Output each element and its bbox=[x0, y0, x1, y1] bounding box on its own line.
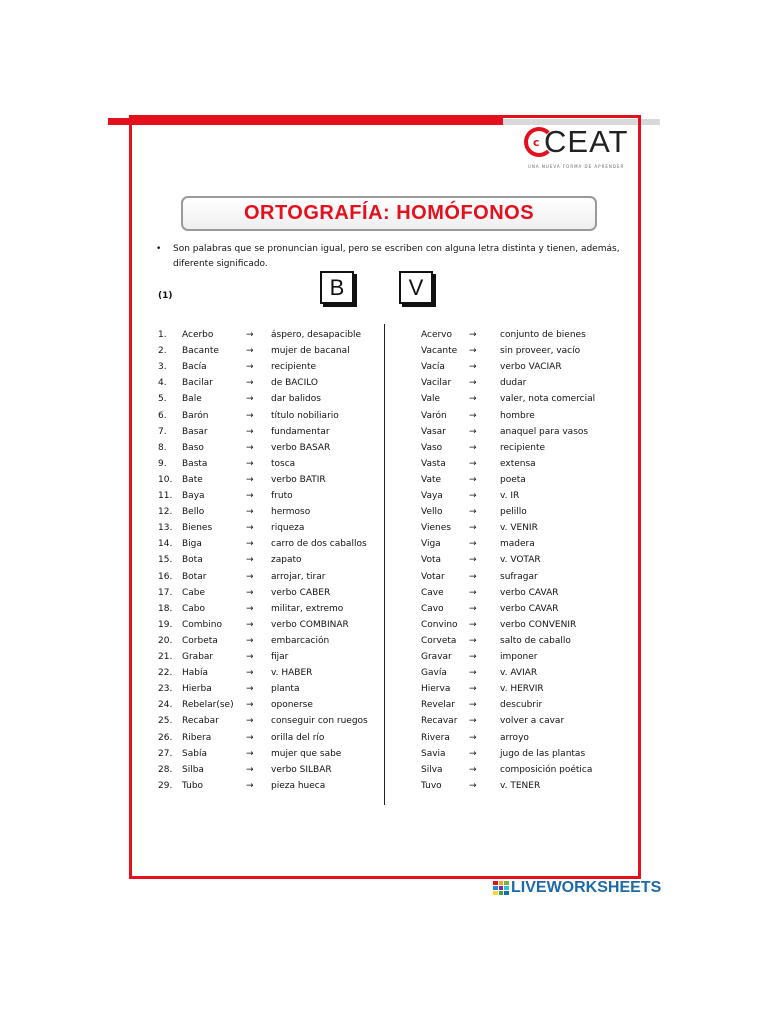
v-word: Vacía bbox=[421, 362, 445, 373]
v-meaning: conjunto de bienes bbox=[500, 330, 586, 340]
table-row bbox=[0, 343, 768, 359]
table-row bbox=[0, 408, 768, 424]
row-number: 11. bbox=[158, 491, 173, 501]
v-meaning: poeta bbox=[500, 474, 526, 485]
b-meaning: fundamentar bbox=[271, 426, 330, 437]
row-number: 25. bbox=[158, 716, 173, 727]
v-word: Vasar bbox=[421, 426, 446, 437]
arrow-icon: → bbox=[246, 426, 254, 437]
arrow-icon: → bbox=[469, 700, 477, 711]
table-row bbox=[0, 391, 768, 407]
v-word: Vaso bbox=[421, 442, 443, 453]
arrow-icon: → bbox=[469, 684, 477, 695]
v-meaning: extensa bbox=[500, 458, 536, 469]
v-word: Acervo bbox=[421, 330, 453, 340]
arrow-icon: → bbox=[469, 668, 477, 679]
letter-b: B bbox=[329, 274, 345, 300]
row-number: 24. bbox=[158, 700, 173, 711]
v-meaning: sufragar bbox=[500, 571, 538, 582]
row-number: 12. bbox=[158, 507, 173, 518]
b-word: Había bbox=[182, 668, 209, 679]
arrow-icon: → bbox=[469, 748, 477, 759]
intro-paragraph bbox=[156, 242, 621, 272]
row-number: 22. bbox=[158, 668, 173, 679]
arrow-icon: → bbox=[469, 458, 477, 469]
arrow-icon: → bbox=[246, 716, 254, 727]
b-meaning: riqueza bbox=[271, 523, 305, 534]
grid-logo-cell bbox=[504, 886, 509, 890]
b-word: Rebelar(se) bbox=[182, 700, 234, 711]
b-word: Hierba bbox=[182, 684, 212, 695]
row-number: 21. bbox=[158, 652, 173, 662]
table-row bbox=[0, 536, 768, 552]
arrow-icon: → bbox=[246, 684, 254, 695]
v-meaning: dudar bbox=[500, 378, 527, 389]
table-row bbox=[0, 424, 768, 440]
b-word: Bacilar bbox=[182, 378, 213, 389]
arrow-icon: → bbox=[246, 394, 254, 405]
b-meaning: carro de dos caballos bbox=[271, 539, 367, 550]
b-word: Combino bbox=[182, 619, 222, 630]
table-row bbox=[0, 456, 768, 472]
arrow-icon: → bbox=[469, 394, 477, 405]
b-meaning: tosca bbox=[271, 458, 296, 469]
arrow-icon: → bbox=[469, 523, 477, 534]
table-row bbox=[0, 665, 768, 681]
arrow-icon: → bbox=[246, 668, 254, 679]
v-word: Vale bbox=[421, 394, 441, 405]
table-row bbox=[0, 327, 768, 343]
arrow-icon: → bbox=[469, 410, 477, 421]
v-meaning: v. VENIR bbox=[500, 523, 538, 534]
table-row bbox=[0, 681, 768, 697]
b-word: Sabía bbox=[182, 748, 207, 759]
b-meaning: zapato bbox=[271, 555, 302, 566]
b-meaning: título nobiliario bbox=[271, 410, 339, 421]
row-number: 27. bbox=[158, 748, 173, 759]
arrow-icon: → bbox=[469, 652, 477, 662]
title-banner bbox=[181, 196, 597, 231]
table-row bbox=[0, 713, 768, 729]
v-word: Tuvo bbox=[421, 780, 442, 791]
table-row bbox=[0, 520, 768, 536]
table-row bbox=[0, 585, 768, 601]
v-meaning: v. VOTAR bbox=[500, 555, 541, 566]
intro-text: Son palabras que se pronuncian igual, pero se escriben con alguna letra distinta y tienen, además, diferente significado. bbox=[173, 244, 620, 269]
b-word: Corbeta bbox=[182, 635, 218, 646]
arrow-icon: → bbox=[469, 619, 477, 630]
b-meaning: dar balidos bbox=[271, 394, 321, 405]
b-word: Tubo bbox=[182, 780, 204, 791]
b-word: Baso bbox=[182, 442, 204, 453]
b-word: Basar bbox=[182, 426, 208, 437]
row-number: 18. bbox=[158, 603, 173, 614]
b-meaning: mujer que sabe bbox=[271, 748, 342, 759]
row-number: 10. bbox=[158, 474, 173, 485]
arrow-icon: → bbox=[469, 474, 477, 485]
arrow-icon: → bbox=[469, 426, 477, 437]
v-word: Vaya bbox=[421, 491, 443, 501]
v-word: Cavo bbox=[421, 603, 444, 614]
arrow-icon: → bbox=[246, 619, 254, 630]
v-meaning: volver a cavar bbox=[500, 716, 565, 727]
row-number: 17. bbox=[158, 587, 173, 598]
v-word: Hierva bbox=[421, 684, 451, 695]
arrow-icon: → bbox=[246, 652, 254, 662]
table-row bbox=[0, 488, 768, 504]
row-number: 14. bbox=[158, 539, 173, 550]
arrow-icon: → bbox=[246, 378, 254, 389]
v-meaning: valer, nota comercial bbox=[500, 394, 596, 405]
b-word: Recabar bbox=[182, 716, 219, 727]
v-word: Viga bbox=[421, 539, 441, 550]
b-word: Bale bbox=[182, 394, 202, 405]
v-meaning: v. AVIAR bbox=[500, 668, 538, 679]
v-word: Vota bbox=[421, 555, 442, 566]
b-meaning: embarcación bbox=[271, 635, 330, 646]
b-word: Botar bbox=[182, 571, 207, 582]
table-row bbox=[0, 649, 768, 665]
v-word: Vacilar bbox=[421, 378, 452, 389]
v-word: Cave bbox=[421, 587, 444, 598]
grid-logo-cell bbox=[493, 881, 498, 885]
arrow-icon: → bbox=[246, 635, 254, 646]
arrow-icon: → bbox=[469, 346, 477, 357]
b-word: Barón bbox=[182, 410, 209, 421]
row-number: 15. bbox=[158, 555, 173, 566]
row-number: 28. bbox=[158, 764, 173, 775]
arrow-icon: → bbox=[246, 362, 254, 373]
v-word: Silva bbox=[421, 764, 443, 775]
v-word: Rivera bbox=[421, 732, 450, 743]
b-meaning: hermoso bbox=[271, 507, 311, 518]
row-number: 19. bbox=[158, 619, 173, 630]
arrow-icon: → bbox=[246, 491, 254, 501]
b-meaning: de BACILO bbox=[271, 378, 318, 389]
bullet-icon: • bbox=[156, 244, 162, 254]
logo-tagline: UNA NUEVA FORMA DE APRENDER bbox=[528, 164, 625, 169]
b-word: Basta bbox=[182, 458, 208, 469]
v-meaning: v. HERVIR bbox=[500, 684, 544, 695]
v-meaning: sin proveer, vacío bbox=[500, 346, 581, 357]
v-meaning: arroyo bbox=[500, 732, 529, 743]
arrow-icon: → bbox=[246, 346, 254, 357]
logo-text: CEAT bbox=[544, 124, 629, 159]
v-word: Revelar bbox=[421, 700, 455, 711]
arrow-icon: → bbox=[246, 410, 254, 421]
v-meaning: verbo CONVENIR bbox=[500, 619, 577, 630]
v-meaning: composición poética bbox=[500, 764, 593, 775]
table-row bbox=[0, 359, 768, 375]
arrow-icon: → bbox=[246, 587, 254, 598]
v-meaning: verbo CAVAR bbox=[500, 603, 559, 614]
row-number: 29. bbox=[158, 780, 173, 791]
row-number: 23. bbox=[158, 684, 173, 695]
letter-b-box bbox=[320, 271, 354, 304]
row-number: 6. bbox=[158, 410, 167, 421]
ceat-logo bbox=[524, 124, 634, 174]
liveworksheets-footer bbox=[493, 879, 661, 897]
arrow-icon: → bbox=[469, 587, 477, 598]
table-row bbox=[0, 697, 768, 713]
logo-inner-letter: c bbox=[533, 136, 540, 149]
v-word: Vate bbox=[421, 474, 442, 485]
v-meaning: anaquel para vasos bbox=[500, 426, 589, 437]
v-meaning: recipiente bbox=[500, 442, 546, 453]
b-meaning: pieza hueca bbox=[271, 780, 326, 791]
b-word: Bienes bbox=[182, 523, 213, 534]
grid-logo-cell bbox=[499, 881, 504, 885]
b-word: Baya bbox=[182, 491, 205, 501]
v-word: Corveta bbox=[421, 635, 457, 646]
b-word: Ribera bbox=[182, 732, 212, 743]
v-meaning: descubrir bbox=[500, 700, 543, 711]
table-row bbox=[0, 440, 768, 456]
arrow-icon: → bbox=[246, 442, 254, 453]
v-word: Vacante bbox=[421, 346, 458, 357]
grid-logo-cell bbox=[493, 886, 498, 890]
row-number: 4. bbox=[158, 378, 167, 389]
grid-logo-cell bbox=[504, 881, 509, 885]
b-meaning: fruto bbox=[271, 491, 293, 501]
arrow-icon: → bbox=[246, 474, 254, 485]
v-word: Votar bbox=[421, 571, 445, 582]
b-meaning: arrojar, tirar bbox=[271, 571, 326, 582]
arrow-icon: → bbox=[246, 764, 254, 775]
v-word: Vasta bbox=[421, 458, 446, 469]
arrow-icon: → bbox=[246, 458, 254, 469]
page-title: ORTOGRAFÍA: HOMÓFONOS bbox=[243, 202, 535, 224]
v-meaning: pelillo bbox=[500, 507, 527, 518]
arrow-icon: → bbox=[246, 748, 254, 759]
table-row bbox=[0, 778, 768, 794]
row-number: 7. bbox=[158, 426, 167, 437]
row-number: 3. bbox=[158, 362, 167, 373]
v-meaning: verbo VACIAR bbox=[500, 362, 562, 373]
b-word: Grabar bbox=[182, 652, 214, 662]
table-row bbox=[0, 762, 768, 778]
row-number: 26. bbox=[158, 732, 173, 743]
b-meaning: verbo CABER bbox=[271, 587, 331, 598]
b-meaning: verbo SILBAR bbox=[271, 764, 332, 775]
arrow-icon: → bbox=[246, 571, 254, 582]
arrow-icon: → bbox=[469, 362, 477, 373]
table-row bbox=[0, 375, 768, 391]
v-meaning: verbo CAVAR bbox=[500, 587, 559, 598]
row-number: 8. bbox=[158, 442, 167, 453]
b-meaning: oponerse bbox=[271, 700, 313, 711]
arrow-icon: → bbox=[246, 539, 254, 550]
arrow-icon: → bbox=[469, 491, 477, 501]
arrow-icon: → bbox=[469, 764, 477, 775]
arrow-icon: → bbox=[246, 780, 254, 791]
table-row bbox=[0, 633, 768, 649]
row-number: 2. bbox=[158, 346, 167, 357]
letter-v-box bbox=[399, 271, 433, 304]
letter-v: V bbox=[408, 274, 424, 300]
item-number: (1) bbox=[158, 291, 173, 301]
b-word: Bota bbox=[182, 555, 203, 566]
b-word: Bacía bbox=[182, 362, 207, 373]
b-word: Bello bbox=[182, 507, 205, 518]
b-meaning: verbo BASAR bbox=[271, 442, 331, 453]
v-word: Gravar bbox=[421, 652, 452, 662]
v-word: Gavía bbox=[421, 668, 447, 679]
arrow-icon: → bbox=[469, 555, 477, 566]
grid-logo-cell bbox=[499, 891, 504, 895]
row-number: 13. bbox=[158, 523, 173, 534]
arrow-icon: → bbox=[246, 700, 254, 711]
v-meaning: madera bbox=[500, 539, 535, 550]
arrow-icon: → bbox=[469, 442, 477, 453]
b-meaning: militar, extremo bbox=[271, 603, 344, 614]
v-meaning: salto de caballo bbox=[500, 635, 571, 646]
b-meaning: orilla del río bbox=[271, 732, 325, 743]
footer-brand: LIVEWORKSHEETS bbox=[511, 879, 662, 896]
arrow-icon: → bbox=[246, 523, 254, 534]
b-meaning: recipiente bbox=[271, 362, 317, 373]
arrow-icon: → bbox=[246, 507, 254, 518]
v-word: Varón bbox=[421, 410, 447, 421]
table-row bbox=[0, 472, 768, 488]
table-row bbox=[0, 569, 768, 585]
v-meaning: v. TENER bbox=[500, 780, 541, 791]
arrow-icon: → bbox=[469, 571, 477, 582]
v-word: Vello bbox=[421, 507, 443, 518]
v-meaning: v. IR bbox=[500, 491, 520, 501]
row-number: 16. bbox=[158, 571, 173, 582]
arrow-icon: → bbox=[469, 330, 477, 340]
b-word: Bacante bbox=[182, 346, 219, 357]
v-word: Recavar bbox=[421, 716, 458, 727]
b-word: Silba bbox=[182, 764, 204, 775]
v-word: Savia bbox=[421, 748, 446, 759]
b-meaning: planta bbox=[271, 684, 300, 695]
row-number: 1. bbox=[158, 330, 167, 340]
arrow-icon: → bbox=[469, 507, 477, 518]
v-meaning: imponer bbox=[500, 652, 538, 662]
grid-logo-cell bbox=[499, 886, 504, 890]
arrow-icon: → bbox=[469, 732, 477, 743]
row-number: 20. bbox=[158, 635, 173, 646]
arrow-icon: → bbox=[246, 330, 254, 340]
arrow-icon: → bbox=[469, 603, 477, 614]
table-row bbox=[0, 730, 768, 746]
arrow-icon: → bbox=[469, 716, 477, 727]
arrow-icon: → bbox=[246, 732, 254, 743]
grid-logo-cell bbox=[504, 891, 509, 895]
table-row bbox=[0, 746, 768, 762]
arrow-icon: → bbox=[469, 539, 477, 550]
v-meaning: hombre bbox=[500, 410, 535, 421]
table-row bbox=[0, 504, 768, 520]
b-meaning: verbo BATIR bbox=[271, 474, 326, 485]
b-meaning: conseguir con ruegos bbox=[271, 716, 368, 727]
b-meaning: verbo COMBINAR bbox=[271, 619, 349, 630]
arrow-icon: → bbox=[246, 555, 254, 566]
b-meaning: fijar bbox=[271, 652, 289, 662]
row-number: 5. bbox=[158, 394, 167, 405]
v-word: Vienes bbox=[421, 523, 451, 534]
b-meaning: áspero, desapacible bbox=[271, 330, 362, 340]
arrow-icon: → bbox=[469, 780, 477, 791]
b-word: Biga bbox=[182, 539, 202, 550]
row-number: 9. bbox=[158, 458, 167, 469]
b-meaning: mujer de bacanal bbox=[271, 346, 350, 357]
table-row bbox=[0, 617, 768, 633]
b-word: Bate bbox=[182, 474, 203, 485]
table-row bbox=[0, 552, 768, 568]
v-meaning: jugo de las plantas bbox=[500, 748, 586, 759]
arrow-icon: → bbox=[246, 603, 254, 614]
arrow-icon: → bbox=[469, 635, 477, 646]
b-word: Cabe bbox=[182, 587, 206, 598]
grid-logo-cell bbox=[493, 891, 498, 895]
b-word: Acerbo bbox=[182, 330, 214, 340]
grid-logo-icon bbox=[493, 881, 509, 895]
b-word: Cabo bbox=[182, 603, 206, 614]
table-row bbox=[0, 601, 768, 617]
arrow-icon: → bbox=[469, 378, 477, 389]
b-meaning: v. HABER bbox=[271, 668, 313, 679]
v-word: Convino bbox=[421, 619, 458, 630]
